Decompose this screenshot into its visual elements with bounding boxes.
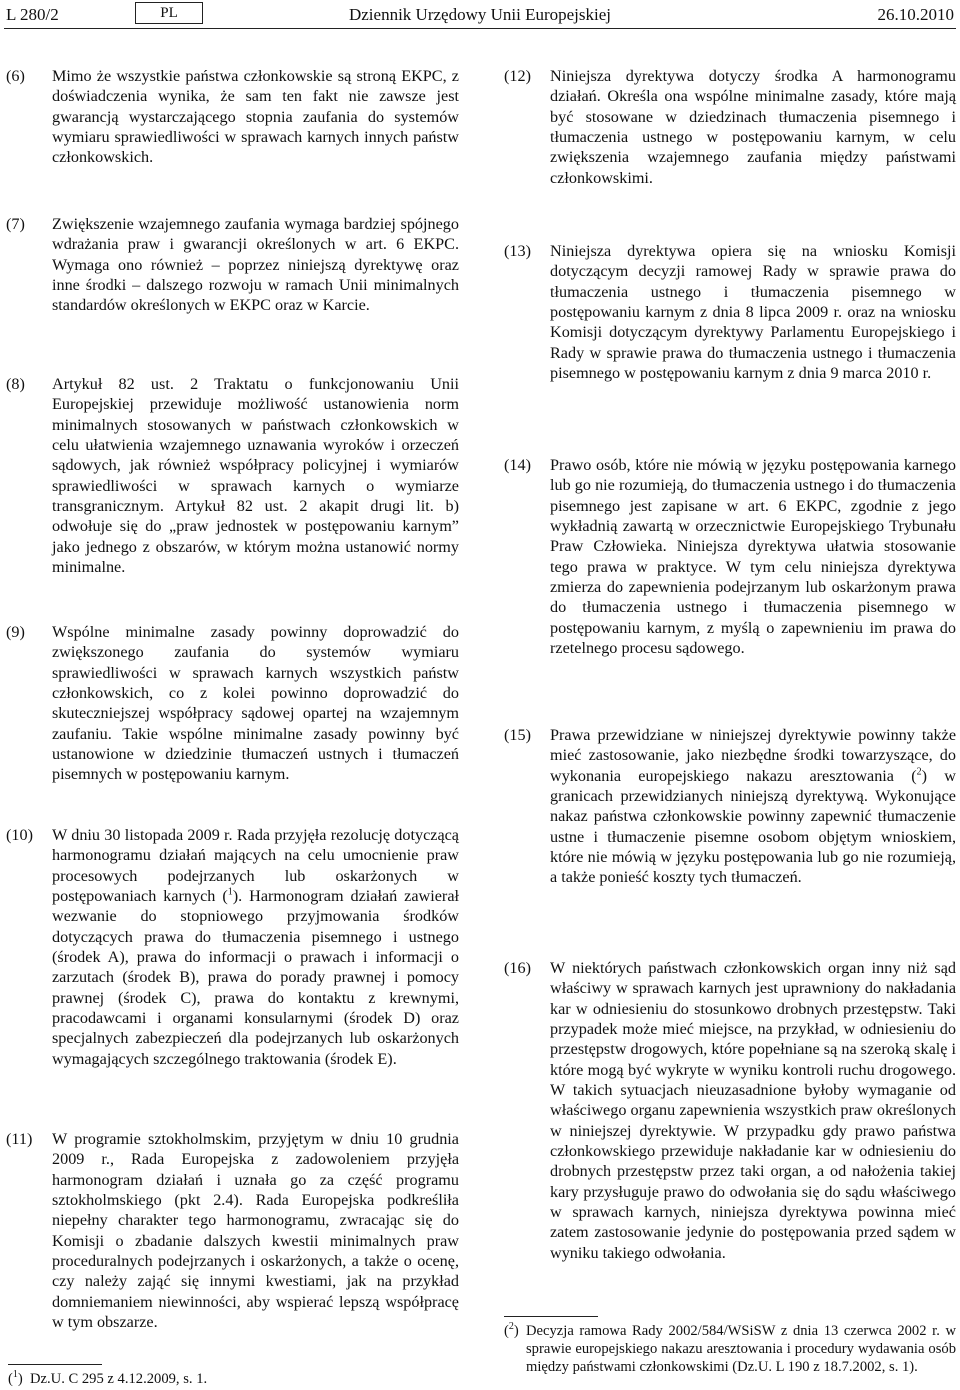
footnote-marker: 2 (508, 1321, 514, 1333)
recital-number: (6) (6, 67, 25, 85)
recital-text: Wspólne minimalne zasady powinny doprowadzić do zwiększonego zaufania do systemów wymiaru sprawiedliwości w sprawach karnych wszystkich państw członkowskich, co z kolei powinno doprowadzić do skuteczniejszej współpracy sądowej opartej na wzajemnym zaufaniu. Takie wspólne minimalne zasady powinny być ustanowione w dziedzinie tłumaczeń ustnych i tłumaczeń pisemnych w postępowaniu karnym. (52, 623, 459, 784)
recital-14 (504, 455, 956, 658)
recital-text: Prawo osób, które nie mówią w języku postępowania karnego lub go nie rozumieją, do tłumaczenia ustnego i do tłumaczenia pisemnego jest zapisane w art. 6 EKPC, zgodnie z jego wykładnią zawartą w orzecznictwie Europejskiego Trybunału Praw Człowieka. Niniejsza dyrektywa ułatwia stosowanie tego prawa w praktyce. W tym celu niniejsza dyrektywa zmierza do zapewnienia podejrzanym lub oskarżonym prawa do tłumaczenia ustnego i tłumaczenia pisemnego w postępowaniu karnym, z myślą o zapewnieniu im prawa do rzetelnego procesu sądowego. (550, 456, 956, 658)
recital-number: (15) (504, 726, 531, 744)
recital-number: (9) (6, 623, 25, 641)
footnote-reference[interactable]: 1 (227, 886, 233, 898)
footnote-text: Dz.U. C 295 z 4.12.2009, s. 1. (30, 1371, 208, 1387)
recital-number: (13) (504, 242, 531, 260)
recital-number: (7) (6, 215, 25, 233)
recital-text-part: W dniu 30 listopada 2009 r. Rada przyjęła rezolucję dotyczącą harmonogramu działań mających na celu umocnienie praw procesowych podejrzanych lub oskarżonych w postępowaniach karnych ( (52, 826, 459, 906)
recital-11 (6, 1129, 459, 1332)
recital-7 (6, 214, 459, 316)
recital-number: (10) (6, 826, 33, 844)
page-header (0, 0, 960, 34)
footnote-2 (504, 1322, 956, 1376)
recital-text (550, 725, 956, 888)
recital-text: Niniejsza dyrektywa dotyczy środka A harmonogramu działań. Określa ona wspólne minimalne zasady, które mają być stosowane w dziedzinach tłumaczenia pisemnego i tłumaczenia ustnego w postępowaniu karnym, w celu zwiększenia wzajemnego zaufania między państwami członkowskimi. (550, 67, 956, 187)
header-divider (4, 28, 956, 29)
recital-10 (6, 825, 459, 1069)
footnote-divider (504, 1316, 598, 1317)
recital-text-part: ). Harmonogram działań zawierał wezwanie do stopniowego przyjmowania środków dotyczących prawa do tłumaczenia pisemnego i ustnego (środek A), prawa do informacji o prawach i informacji o zarzutach (środek B), prawa do porady prawnej i pomocy prawnej (środek C), prawa do kontaktu z krewnymi, pracodawcami i organami konsularnymi (środek D) oraz specjalnych zabezpieczeń dla podejrzanych lub oskarżonych wymagających szczególnego traktowania (środek E). (52, 887, 459, 1068)
footnote-number: ($^2$) (504, 1321, 519, 1339)
page-reference: L 280/2 (6, 5, 59, 24)
recital-text: Artykuł 82 ust. 2 Traktatu o funkcjonowaniu Unii Europejskiej przewiduje możliwość ustanowienia norm minimalnych stosowanych w państwach członkowskich w celu ułatwienia wzajemnego uznawania wyroków i orzeczeń sądowych, jak również współpracy policyjnej i wymiarów sprawiedliwości w sprawach karnych o wymiarze transgranicznym. Artykuł 82 ust. 2 akapit drugi lit. b) odwołuje się do „praw jednostek w postępowaniu karnym” jako jednego z obszarów, w którym można ustanowić normy minimalne. (52, 375, 459, 577)
recital-text-part: ) w granicach przewidzianych niniejszą dyrektywą. Wykonujące nakaz państwa członkowskie powinny zapewnić tłumaczenie ustne i tłumaczenie pisemne osobom objętym wnioskiem, które nie mówią w języku postępowania lub go nie rozumieją, a także ponieść koszty tych tłumaczeń. (550, 766, 956, 887)
recital-8 (6, 374, 459, 577)
recital-6 (6, 66, 459, 168)
footnote-1 (8, 1370, 448, 1388)
recital-text (52, 825, 459, 1069)
recital-15 (504, 725, 956, 888)
recital-text-part: Prawa przewidziane w niniejszej dyrektywie powinny także mieć zastosowanie, jako niezbędne środki towarzyszące, do wykonania europejskiego nakazu aresztowania ( (550, 726, 956, 785)
recital-number: (16) (504, 959, 531, 977)
recital-text: W niektórych państwach członkowskich organ inny niż sąd właściwy w sprawach karnych jest uprawniony do nakładania kar w odniesieniu do stosunkowo drobnych przestępstw. Taki przypadek może mieć miejsce, na przykład, w odniesieniu do przestępstw drogowych, które popełniane są na szeroką skalę i które mogą być wykryte w wyniku kontroli ruchu drogowego. W takich sytuacjach nieuzasadnione byłoby wymaganie od właściwego organu zapewnienia wszystkich praw określonych w niniejszej dyrektywie. W przypadku gdy prawo państwa członkowskiego przewiduje nakładanie kar w odniesieniu do drobnych przestępstw przez taki organ, a od nałożenia takiej kary przysługuje prawo do odwołania się do sądu właściwego w sprawach karnych, niniejsza dyrektywa powinna mieć zatem zastosowanie jedynie do postępowania przed sądem w wyniku takiego odwołania. (550, 959, 956, 1262)
recital-text: Mimo że wszystkie państwa członkowskie są stroną EKPC, z doświadczenia wynika, że sam ten fakt nie zawsze jest gwarancją wystarczającego stopnia zaufania do systemów wymiaru sprawiedliwości w sprawach karnych innych państw członkowskich. (52, 67, 459, 167)
recital-13 (504, 241, 956, 383)
footnote-marker: 1 (12, 1369, 18, 1381)
footnote-reference[interactable]: 2 (916, 766, 922, 778)
issue-date: 26.10.2010 (877, 5, 954, 24)
recital-number: (11) (6, 1130, 33, 1148)
recital-text: W programie sztokholmskim, przyjętym w dniu 10 grudnia 2009 r., Rada Europejska z zadowoleniem przyjęła harmonogram działań i uznała go za część programu sztokholmskiego (pkt 2.4). Rada Europejska podkreśliła niepełny charakter tego harmonogramu, zwracając się do Komisji o zbadanie dalszych kwestii minimalnych praw proceduralnych podejrzanych i oskarżonych, a także o ocenę, czy należy zająć się innymi kwestiami, jak na przykład domniemaniem niewinności, aby wspierać lepszą współpracę w tym obszarze. (52, 1130, 459, 1332)
recital-text: Zwiększenie wzajemnego zaufania wymaga bardziej spójnego wdrażania praw i gwarancji określonych w art. 6 EKPC. Wymaga ono również – poprzez niniejszą dyrektywę oraz inne środki – dalszego rozwoju w ramach Unii minimalnych standardów określonych w EKPC oraz w Karcie. (52, 215, 459, 315)
footnote-text: Decyzja ramowa Rady 2002/584/WSiSW z dnia 13 czerwca 2002 r. w sprawie europejskiego nakazu aresztowania i procedury wydawania osób między państwami członkowskimi (Dz.U. L 190 z 18.7.2002, s. 1). (526, 1323, 956, 1375)
language-badge: PL (135, 2, 203, 24)
recital-16 (504, 958, 956, 1263)
recital-number: (8) (6, 375, 25, 393)
footnote-number: ($^1$) (8, 1369, 23, 1387)
footnote-divider (8, 1364, 102, 1365)
journal-title: Dziennik Urzędowy Unii Europejskiej (348, 5, 611, 24)
recital-text: Niniejsza dyrektywa opiera się na wniosku Komisji dotyczącym decyzji ramowej Rady w sprawie prawa do tłumaczenia ustnego i tłumaczenia pisemnego w postępowaniu karnym z dnia 8 lipca 2009 r. oraz na wniosku Komisji dotyczącym dyrektywy Parlamentu Europejskiego i Rady w sprawie prawa do tłumaczenia ustnego i tłumaczenia pisemnego w postępowaniu karnym z dnia 9 marca 2010 r. (550, 242, 956, 383)
recital-number: (12) (504, 67, 531, 85)
recital-number: (14) (504, 456, 531, 474)
recital-12 (504, 66, 956, 188)
recital-9 (6, 622, 459, 785)
